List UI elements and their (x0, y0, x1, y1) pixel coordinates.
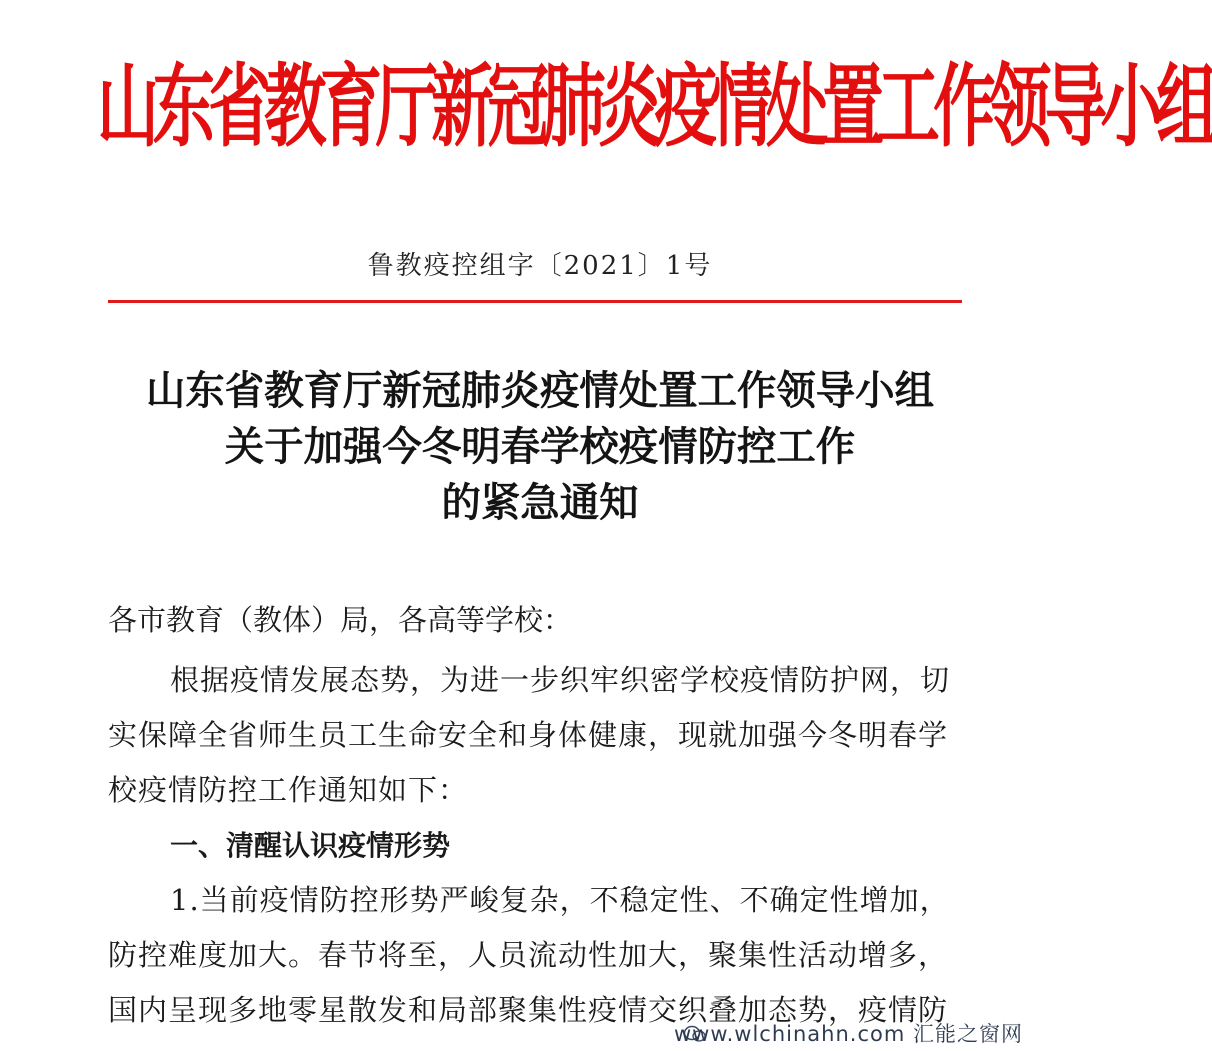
red-divider-rule (108, 300, 962, 303)
document-body (108, 599, 964, 1038)
intro-line: 实保障全省师生员工生命安全和身体健康，现就加强今冬明春学 (108, 718, 949, 752)
site-watermark (664, 1018, 1080, 1051)
section-heading-1: 一、清醒认识疫情形势 (170, 829, 451, 862)
intro-line: 校疫情防控工作通知如下： (108, 773, 469, 807)
masthead-organization: 山东省教育厅新冠肺炎疫情处置工作领导小组 (96, 53, 1212, 159)
title-line-3: 的紧急通知 (441, 479, 639, 526)
item-1-line: 1.当前疫情防控形势严峻复杂，不稳定性、不确定性增加， (170, 883, 950, 917)
document-number: 鲁教疫控组字〔2021〕1号 (367, 251, 713, 281)
salutation: 各市教育（教体）局，各高等学校： (108, 603, 573, 637)
document-title (0, 363, 1080, 531)
item-1-line: 防控难度加大。春节将至，人员流动性加大，聚集性活动增多， (108, 938, 949, 972)
title-line-1: 山东省教育厅新冠肺炎疫情处置工作领导小组 (145, 367, 934, 414)
item-1-paragraph (108, 873, 964, 1038)
intro-paragraph (108, 653, 964, 818)
watermark-text: www.wlchinahn.com 汇能之窗网 (674, 1022, 1023, 1046)
item-1-line: 国内呈现多地零星散发和局部聚集性疫情交织叠加态势，疫情防 (108, 993, 949, 1027)
intro-line: 根据疫情发展态势，为进一步织牢织密学校疫情防护网，切 (170, 663, 951, 697)
title-line-2: 关于加强今冬明春学校疫情防控工作 (224, 423, 856, 470)
